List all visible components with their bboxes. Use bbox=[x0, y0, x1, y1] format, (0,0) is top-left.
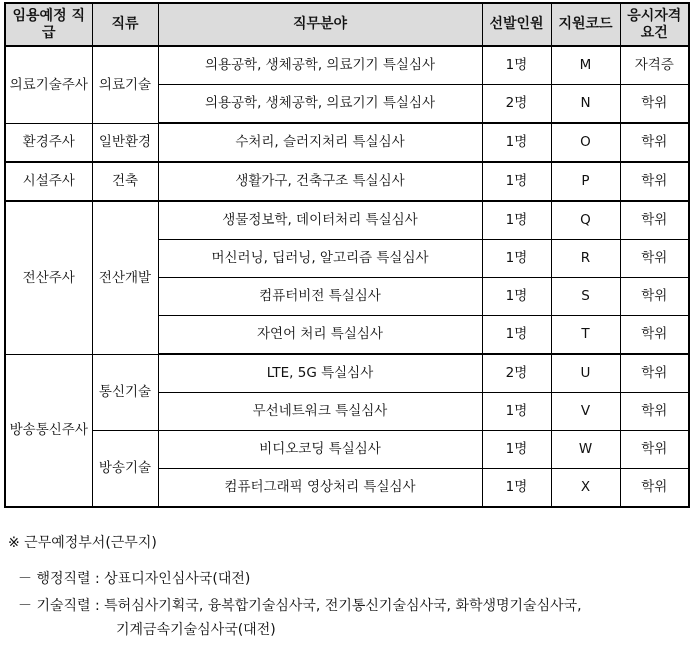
qualification-cell: 학위 bbox=[620, 240, 689, 278]
field-cell: 생물정보학, 데이터처리 특실심사 bbox=[158, 201, 482, 240]
field-cell: 자연어 처리 특실심사 bbox=[158, 316, 482, 355]
grade-cell: 전산주사 bbox=[5, 201, 92, 354]
count-cell: 2명 bbox=[482, 354, 551, 393]
header-category: 직류 bbox=[92, 3, 158, 46]
count-cell: 1명 bbox=[482, 316, 551, 355]
field-cell: 무선네트워크 특실심사 bbox=[158, 393, 482, 431]
count-cell: 1명 bbox=[482, 393, 551, 431]
field-cell: 수처리, 슬러지처리 특실심사 bbox=[158, 123, 482, 162]
recruitment-table bbox=[4, 2, 690, 508]
field-cell: 의용공학, 생체공학, 의료기기 특실심사 bbox=[158, 85, 482, 124]
table-row bbox=[5, 123, 689, 162]
code-cell: M bbox=[551, 46, 620, 85]
field-cell: 비디오코딩 특실심사 bbox=[158, 431, 482, 469]
table-row bbox=[5, 431, 689, 469]
count-cell: 1명 bbox=[482, 123, 551, 162]
category-cell: 건축 bbox=[92, 162, 158, 201]
count-cell: 1명 bbox=[482, 162, 551, 201]
qualification-cell: 자격증 bbox=[620, 46, 689, 85]
qualification-cell: 학위 bbox=[620, 393, 689, 431]
count-cell: 1명 bbox=[482, 469, 551, 508]
code-cell: P bbox=[551, 162, 620, 201]
qualification-cell: 학위 bbox=[620, 316, 689, 355]
header-code: 지원코드 bbox=[551, 3, 620, 46]
header-grade: 임용예정 직급 bbox=[5, 3, 92, 46]
table-row bbox=[5, 46, 689, 85]
field-cell: 머신러닝, 딥러닝, 알고리즘 특실심사 bbox=[158, 240, 482, 278]
tech-track-note: － 기술직렬 : 특허심사기획국, 융복합기술심사국, 전기통신기술심사국, 화학생명기술심사국, bbox=[18, 598, 582, 614]
code-cell: X bbox=[551, 469, 620, 508]
count-cell: 1명 bbox=[482, 240, 551, 278]
count-cell: 1명 bbox=[482, 46, 551, 85]
grade-cell: 방송통신주사 bbox=[5, 354, 92, 507]
category-cell: 일반환경 bbox=[92, 123, 158, 162]
code-cell: N bbox=[551, 85, 620, 124]
code-cell: O bbox=[551, 123, 620, 162]
category-cell: 전산개발 bbox=[92, 201, 158, 354]
field-cell: 생활가구, 건축구조 특실심사 bbox=[158, 162, 482, 201]
qualification-cell: 학위 bbox=[620, 278, 689, 316]
table-row bbox=[5, 162, 689, 201]
table-row bbox=[5, 201, 689, 240]
qualification-cell: 학위 bbox=[620, 85, 689, 124]
header-count: 선발인원 bbox=[482, 3, 551, 46]
workplace-note-heading: ※ 근무예정부서(근무지) bbox=[8, 535, 157, 551]
code-cell: V bbox=[551, 393, 620, 431]
qualification-cell: 학위 bbox=[620, 201, 689, 240]
grade-cell: 시설주사 bbox=[5, 162, 92, 201]
code-cell: T bbox=[551, 316, 620, 355]
qualification-cell: 학위 bbox=[620, 354, 689, 393]
code-cell: W bbox=[551, 431, 620, 469]
admin-track-note: － 행정직렬 : 상표디자인심사국(대전) bbox=[18, 571, 251, 587]
qualification-cell: 학위 bbox=[620, 123, 689, 162]
grade-cell: 환경주사 bbox=[5, 123, 92, 162]
count-cell: 1명 bbox=[482, 431, 551, 469]
header-field: 직무분야 bbox=[158, 3, 482, 46]
category-cell: 통신기술 bbox=[92, 354, 158, 431]
code-cell: S bbox=[551, 278, 620, 316]
field-cell: 컴퓨터그래픽 영상처리 특실심사 bbox=[158, 469, 482, 508]
category-cell: 방송기술 bbox=[92, 431, 158, 508]
field-cell: LTE, 5G 특실심사 bbox=[158, 354, 482, 393]
code-cell: U bbox=[551, 354, 620, 393]
count-cell: 2명 bbox=[482, 85, 551, 124]
table-row bbox=[5, 354, 689, 393]
qualification-cell: 학위 bbox=[620, 469, 689, 508]
code-cell: R bbox=[551, 240, 620, 278]
code-cell: Q bbox=[551, 201, 620, 240]
grade-cell: 의료기술주사 bbox=[5, 46, 92, 123]
header-qualification: 응시자격 요건 bbox=[620, 3, 689, 46]
table-header-row bbox=[5, 3, 689, 46]
tech-track-note-continued: 기계금속기술심사국(대전) bbox=[116, 622, 276, 638]
qualification-cell: 학위 bbox=[620, 162, 689, 201]
field-cell: 의용공학, 생체공학, 의료기기 특실심사 bbox=[158, 46, 482, 85]
field-cell: 컴퓨터비전 특실심사 bbox=[158, 278, 482, 316]
count-cell: 1명 bbox=[482, 201, 551, 240]
count-cell: 1명 bbox=[482, 278, 551, 316]
category-cell: 의료기술 bbox=[92, 46, 158, 123]
qualification-cell: 학위 bbox=[620, 431, 689, 469]
